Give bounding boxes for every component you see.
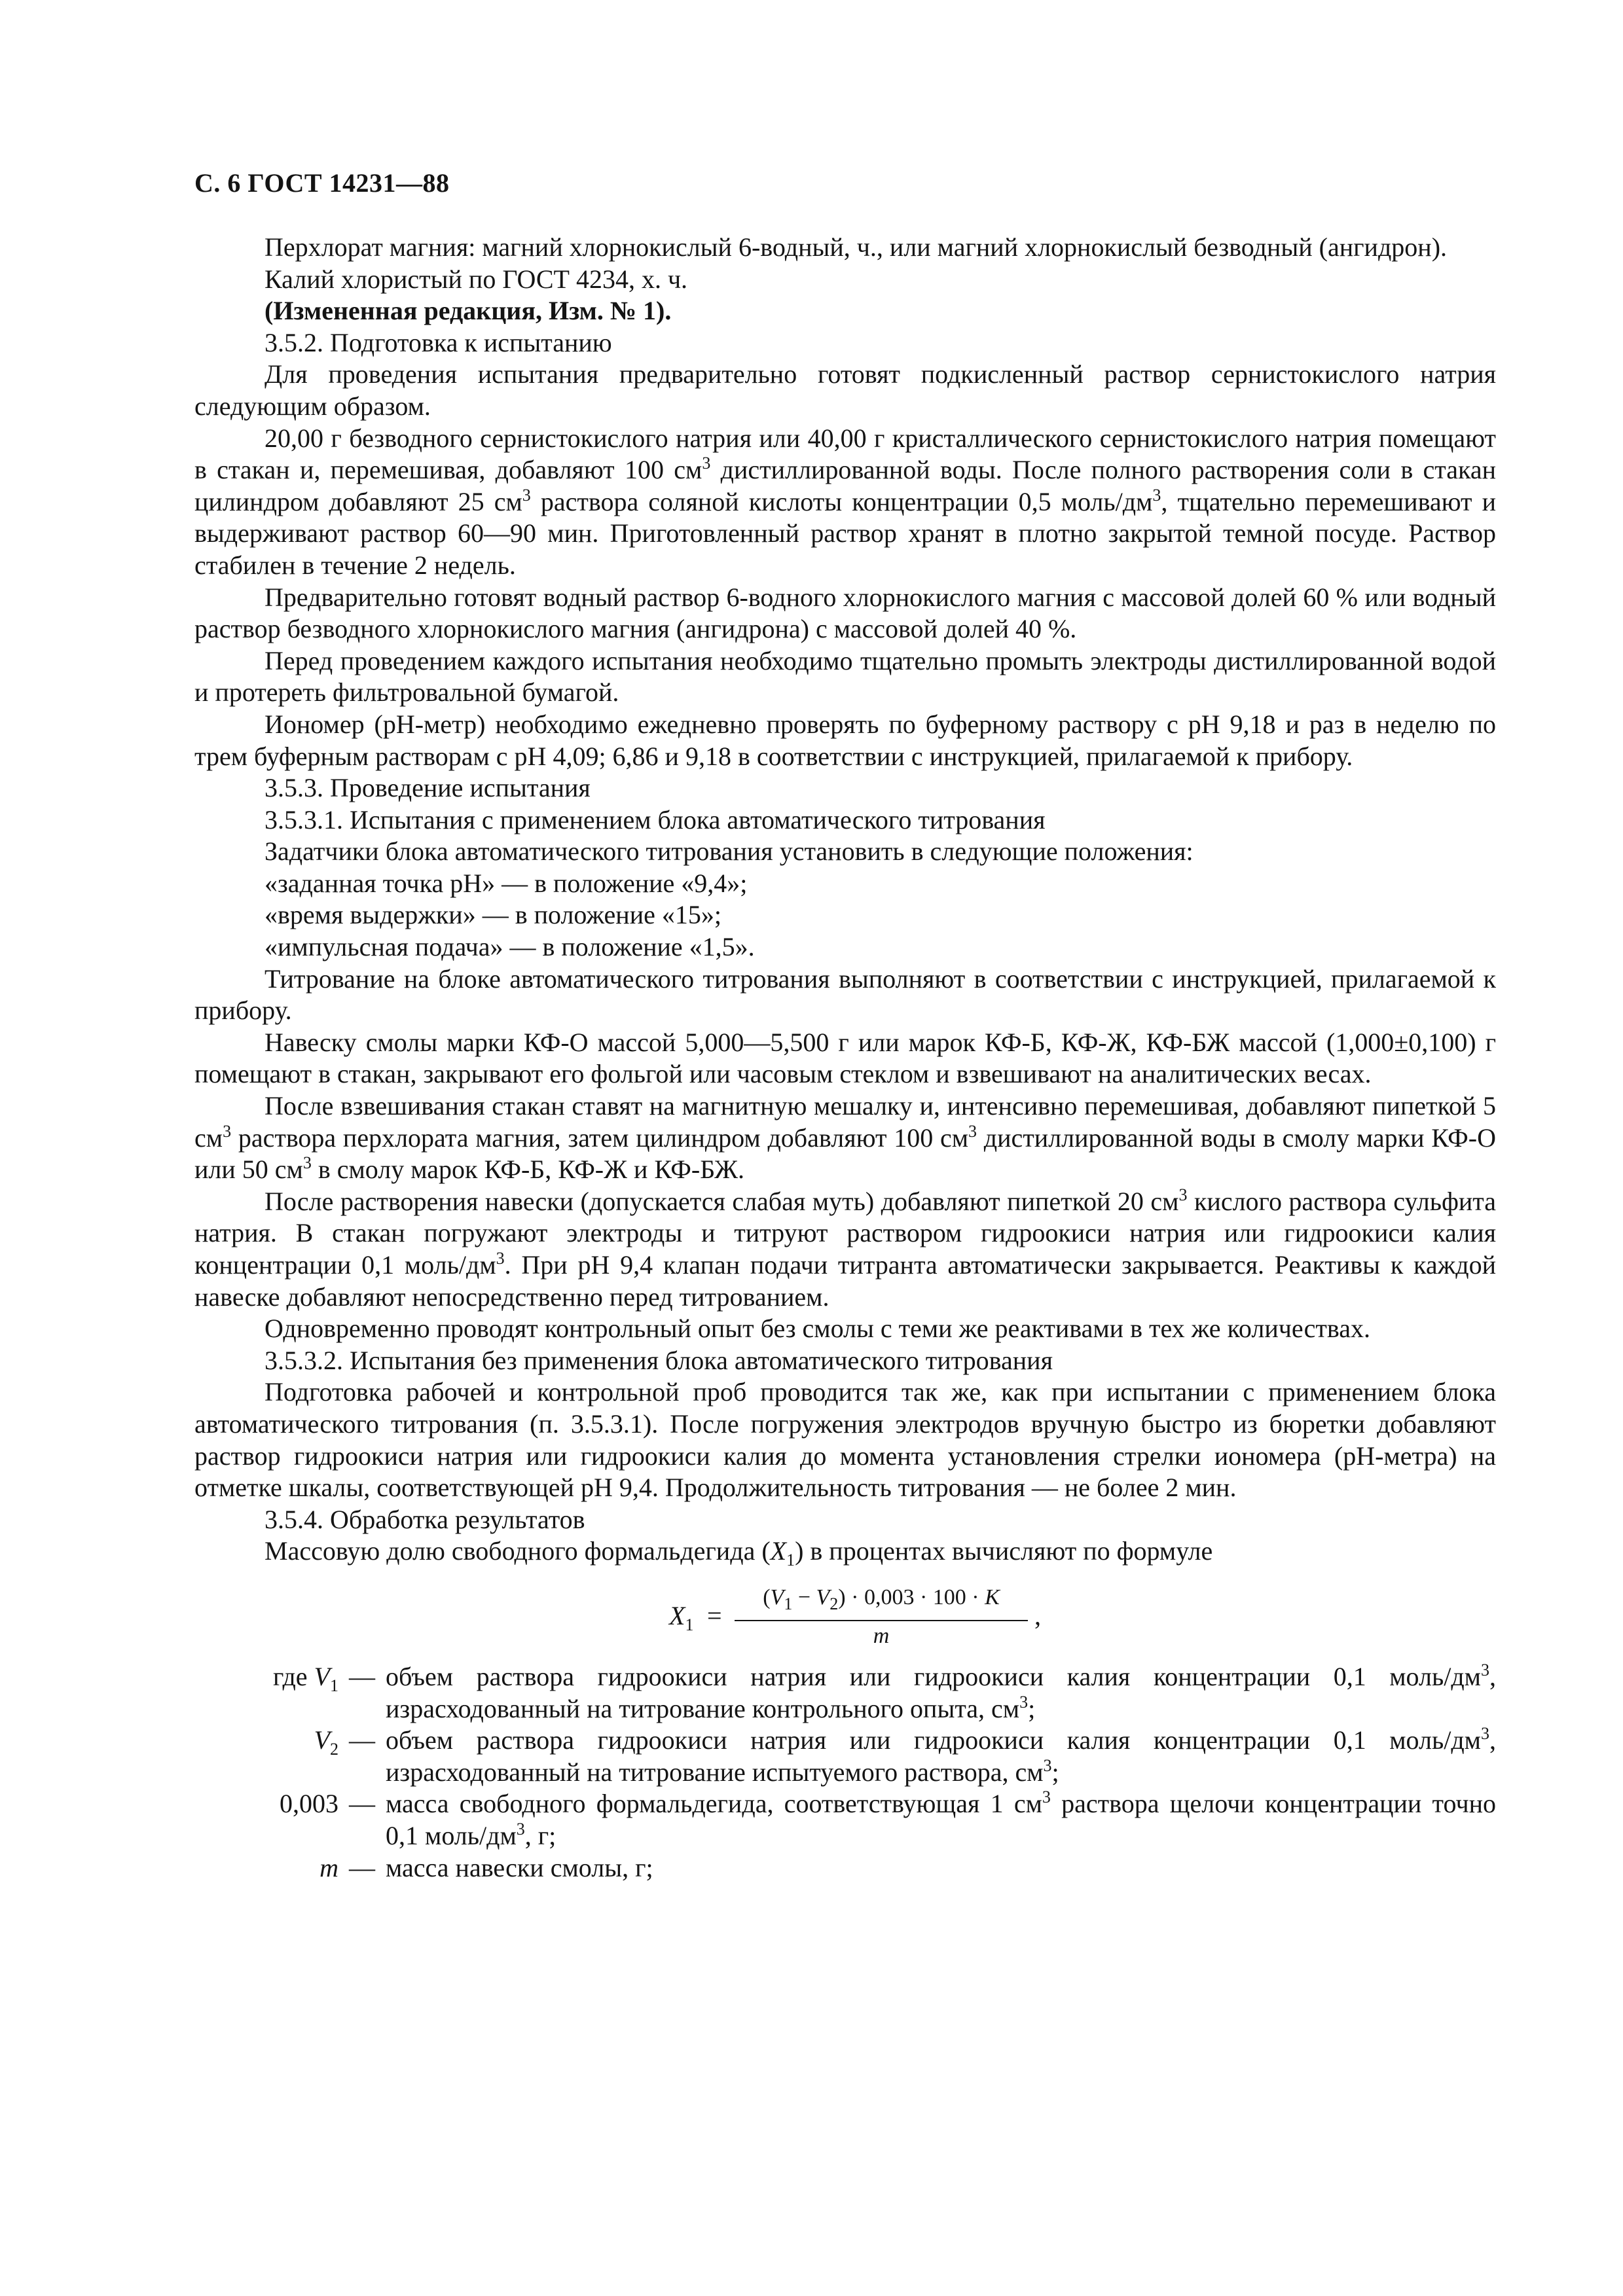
document-body [194,232,1496,1884]
paragraph-formula-intro: Массовую долю свободного формальдегида $(X_1)$ в процентах вычисляют по формуле [264,1536,1213,1570]
variable-definitions [194,1661,1496,1884]
section-heading-3-5-2: 3.5.2. Подготовка к испытанию [264,327,612,357]
paragraph-manual-titration: Подготовка рабочей и контрольной проб проводится так же, как при испытании с применением блока автоматического титрования (п. 3.5.3.1). После погружения электродов вручную быстро из бюретки добавляют раствор гидроокиси натрия или гидроокиси калия до момента установления стрелки иономера (рН-метра) на отметке шкалы, соответствующей рН 9,4. Продолжительность титрования — не более 2 мин. [194,1377,1496,1503]
paragraph-sulfite-solution: 20,00 г безводного сернистокислого натрия или 40,00 г кристаллического сернистокислого натрия помещают в стакан и, перемешивая, добавляют 100 $см^3$ дистиллированной воды. После полного растворения соли в стакан цилиндром добавляют 25 $см^3$ раствора соляной кислоты концентрации 0,5 моль/$дм^3$, тщательно перемешивают и выдерживают раствор 60—90 мин. Приготовленный раствор хранят в плотно закрытой темной посуде. Раствор стабилен в течение 2 недель. [194,423,1497,580]
formula-equals: = [707,1600,722,1630]
definition-v2: $V_2$ — объем раствора гидроокиси натрия или гидроокиси калия концентрации 0,1 моль/$дм^3$, израсходованный на титрование испытуемого раствора, $см^3$; [314,1724,1496,1787]
paragraph-stirring: После взвешивания стакан ставят на магнитную мешалку и, интенсивно перемешивая, добавляют пипеткой 5 $см^3$ раствора перхлората магния, затем цилиндром добавляют 100 $см^3$ дистиллированной воды в смолу марки КФ-О или 50 $см^3$ в смолу марок КФ-Б, КФ-Ж и КФ-БЖ. [194,1091,1496,1185]
formula-fraction [735,1585,1028,1649]
paragraph-electrodes: Перед проведением каждого испытания необходимо тщательно промыть электроды дистиллированной водой и протереть фильтровальной бумагой. [194,645,1496,708]
definition-m: m — масса навески смолы, г; [319,1852,653,1882]
definition-v1: где $V_1$ — объем раствора гидроокиси натрия или гидроокиси калия концентрации 0,1 моль/$дм^3$, израсходованный на титрование контрольного опыта, $см^3$; [273,1660,1496,1723]
formula-comma: , [1034,1600,1041,1630]
setting-hold-time: «время выдержки» — в положение «15»; [264,900,721,930]
paragraph-ionomer-check: Иономер (рН-метр) необходимо ежедневно проверять по буферному раствору с рН 9,18 и раз в неделю по трем буферным растворам с рН 4,09; 6,86 и 9,18 в соответствии с инструкцией, прилагаемой к прибору. [194,709,1496,771]
paragraph-preparation-intro: Для проведения испытания предварительно готовят подкисленный раствор сернистокислого натрия следующим образом. [194,359,1496,421]
section-heading-3-5-3-1: 3.5.3.1. Испытания с применением блока автоматического титрования [264,804,1046,834]
definition-constant: 0,003 — масса свободного формальдегида, соответствующая 1 $см^3$ раствора щелочи концентрации точно 0,1 моль/$дм^3$, г; [280,1787,1496,1850]
amendment-note: (Измененная редакция, Изм. № 1). [264,296,672,326]
section-heading-3-5-3-2: 3.5.3.2. Испытания без применения блока автоматического титрования [264,1345,1053,1375]
formula-fraction-bar [735,1620,1028,1621]
paragraph-settings-intro: Задатчики блока автоматического титрования установить в следующие положения: [264,836,1194,867]
section-heading-3-5-3: 3.5.3. Проведение испытания [264,773,591,803]
paragraph-sample-weighing: Навеску смолы марки КФ-О массой 5,000—5,500 г или марок КФ-Б, КФ-Ж, КФ-БЖ массой (1,000±0,100) г помещают в стакан, закрывают его фольгой или часовым стеклом и взвешивают на аналитических весах. [194,1027,1496,1089]
formula-lhs: $X_1$ [669,1600,694,1634]
setting-pulse-feed: «импульсная подача» — в положение «1,5». [264,932,755,962]
formula-numerator: $(V_1 - V_2) \cdot 0,003 \cdot 100 \cdot K$ [763,1585,1000,1613]
paragraph-reagent-kcl: Калий хлористый по ГОСТ 4234, х. ч. [264,264,688,294]
paragraph-titration-block: Титрование на блоке автоматического титрования выполняют в соответствии с инструкцией, прилагаемой к прибору. [194,963,1496,1026]
paragraph-reagent-perchlorate: Перхлорат магния: магний хлорнокислый 6-водный, ч., или магний хлорнокислый безводный (ангидрон). [264,232,1448,262]
paragraph-control-test: Одновременно проводят контрольный опыт без смолы с теми же реактивами в тех же количествах. [264,1314,1370,1344]
page-header: С. 6 ГОСТ 14231—88 [194,168,450,198]
paragraph-magnesium-solution: Предварительно готовят водный раствор 6-водного хлорнокислого магния с массовой долей 60 % или водный раствор безводного хлорнокислого магния (ангидрона) с массовой долей 40 %. [194,582,1496,644]
formula-x1 [194,1578,1496,1660]
formula-denominator: m [873,1623,890,1648]
setting-ph-point: «заданная точка рН» — в положение «9,4»; [264,868,748,898]
paragraph-titration: После растворения навески (допускается слабая муть) добавляют пипеткой 20 $см^3$ кислого раствора сульфита натрия. В стакан погружают электроды и титруют раствором гидроокиси натрия или гидроокиси калия концентрации 0,1 моль/$дм^3$. При рН 9,4 клапан подачи титранта автоматически закрывается. Реактивы к каждой навеске добавляют непосредственно перед титрованием. [194,1185,1497,1312]
section-heading-3-5-4: 3.5.4. Обработка результатов [264,1504,585,1534]
